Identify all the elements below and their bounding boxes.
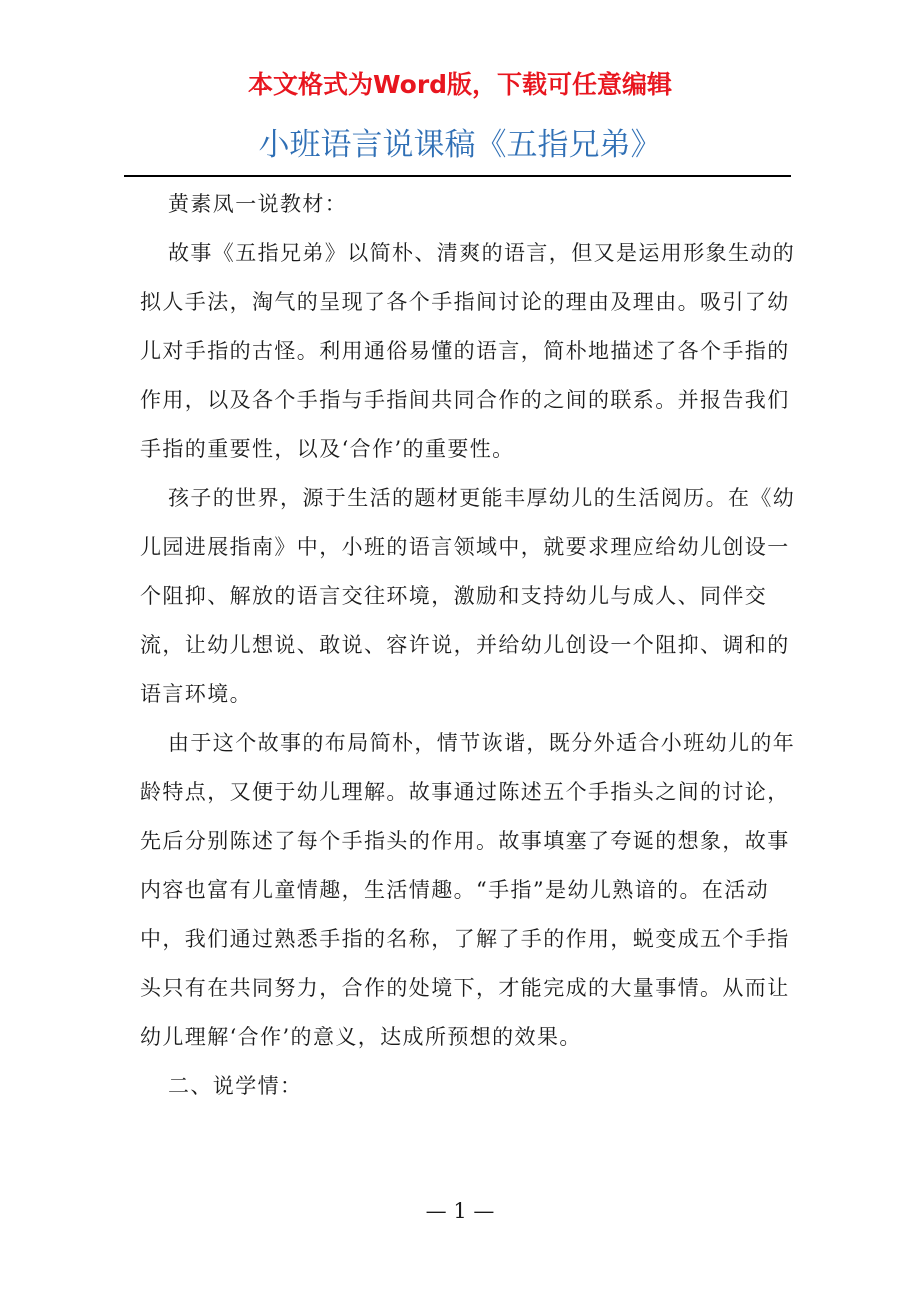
body-paragraph: 故事《五指兄弟》以简朴、清爽的语言，但又是运用形象生动的拟人手法，淘气的呈现了各个手指间讨论的理由及理由。吸引了幼儿对手指的古怪。利用通俗易懂的语言，简朴地描述了各个手指的作用，以及各个手指与手指间共同合作的之间的联系。并报告我们手指的重要性，以及‘合作’的重要性。	[140, 241, 796, 461]
page-number: — 1 —	[425, 1199, 495, 1223]
body-paragraph: 由于这个故事的布局简朴，情节诙谐，既分外适合小班幼儿的年龄特点，又便于幼儿理解。故事通过陈述五个手指头之间的讨论，先后分别陈述了每个手指头的作用。故事填塞了夸诞的想象，故事内容也富有儿童情趣，生活情趣。“手指”是幼儿熟谙的。在活动中，我们通过熟悉手指的名称，了解了手的作用，蜕变成五个手指头只有在共同努力，合作的处境下，才能完成的大量事情。从而让幼儿理解‘合作’的意义，达成所预想的效果。	[140, 731, 796, 1049]
body-paragraph: 孩子的世界，源于生活的题材更能丰厚幼儿的生活阅历。在《幼儿园进展指南》中，小班的语言领域中，就要求理应给幼儿创设一个阻抑、解放的语言交往环境，激励和支持幼儿与成人、同伴交流，让幼儿想说、敢说、容许说，并给幼儿创设一个阻抑、调和的语言环境。	[140, 486, 796, 706]
section-heading: 二、说学情：	[168, 1074, 303, 1098]
document-title: 小班语言说课稿《五指兄弟》	[258, 127, 662, 163]
body-paragraph: 黄素凤一说教材：	[168, 192, 348, 216]
format-notice: 本文格式为Word版，下载可任意编辑	[247, 70, 673, 99]
title-divider	[124, 175, 791, 177]
document-body	[140, 180, 800, 1111]
